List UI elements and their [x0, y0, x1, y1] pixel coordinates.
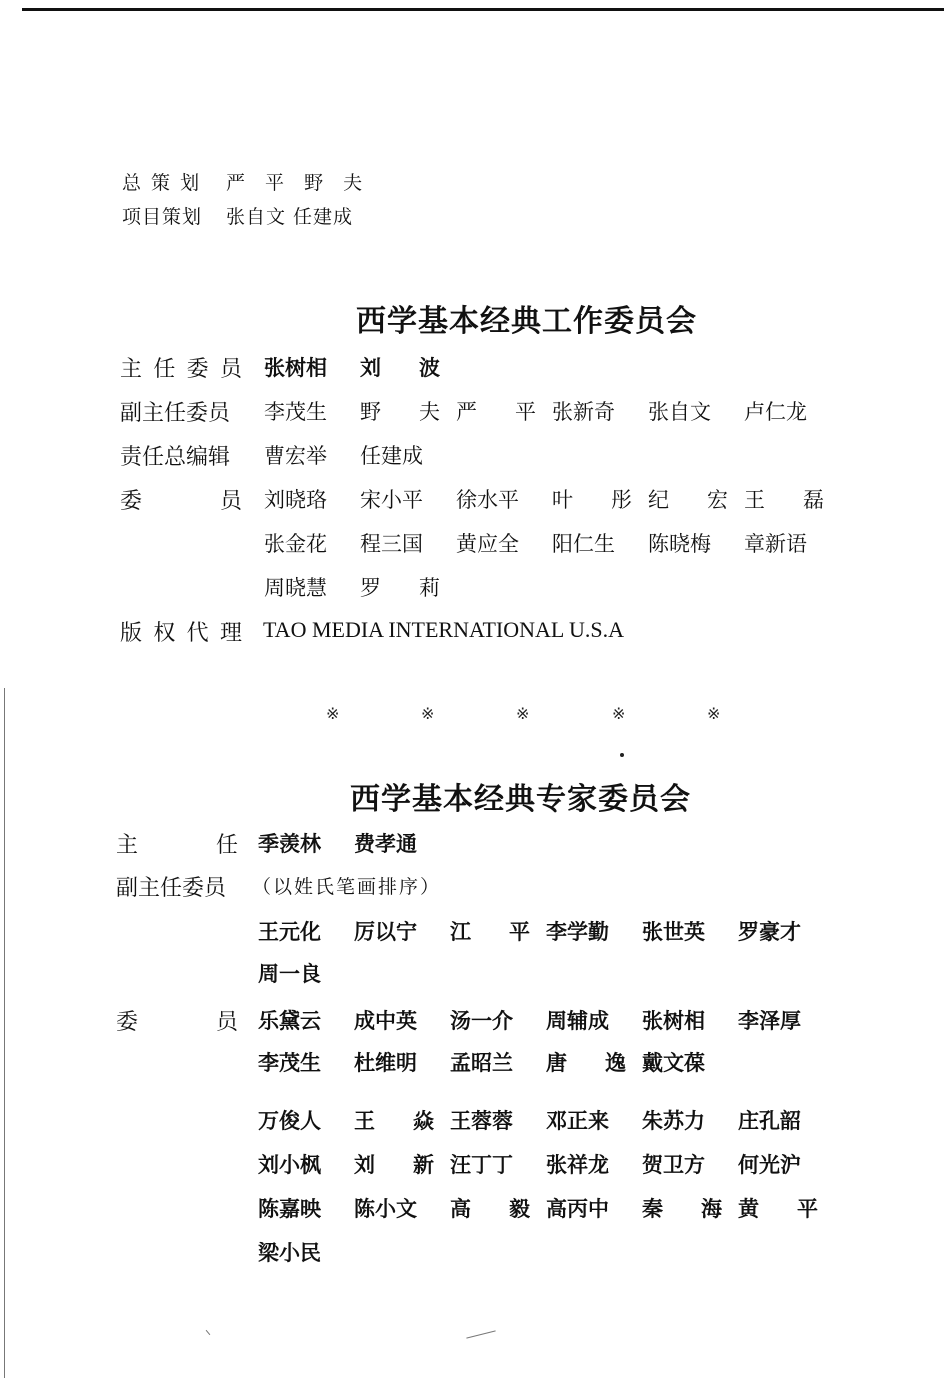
- expert-committee-title: 西学基本经典专家委员会: [350, 782, 691, 817]
- committee-member-name: 叶 彤: [552, 488, 632, 512]
- committee-member-name: 周晓慧: [264, 576, 327, 600]
- committee-member-name: 严 平: [456, 400, 536, 424]
- separator-star: ※: [421, 704, 435, 723]
- separator-star: ※: [612, 704, 626, 723]
- committee-member-name: 陈嘉映: [258, 1197, 321, 1221]
- committee-member-name: 刘 波: [360, 356, 440, 380]
- committee-member-name: 野 夫: [360, 400, 440, 424]
- committee-member-name: 周一良: [258, 962, 321, 986]
- committee-member-name: 李茂生: [258, 1051, 321, 1075]
- committee-member-name: 贺卫方: [642, 1153, 705, 1177]
- separator-star: ※: [516, 704, 530, 723]
- committee-member-name: 张祥龙: [546, 1153, 609, 1177]
- committee-member-name: 朱苏力: [642, 1109, 705, 1133]
- committee-member-name: 章新语: [744, 532, 807, 556]
- committee-member-name: 阳仁生: [552, 532, 615, 556]
- committee-member-name: 庄孔韶: [738, 1109, 801, 1133]
- scan-speck: [466, 1330, 495, 1338]
- committee-member-name: 罗豪才: [738, 920, 801, 944]
- deputy-label: 副主任委员: [120, 401, 231, 426]
- committee-member-name: 成中英: [354, 1009, 417, 1033]
- committee-member-name: 刘晓珞: [264, 488, 327, 512]
- committee-member-name: 程三国: [360, 532, 423, 556]
- committee-member-name: 宋小平: [360, 488, 423, 512]
- chief-editor-label: 责任总编辑: [120, 445, 231, 470]
- committee-member-name: 王 磊: [744, 488, 824, 512]
- project-planning-names: 张自文 任建成: [226, 206, 354, 228]
- committee-member-name: 张世英: [642, 920, 705, 944]
- left-edge-rule: [4, 688, 5, 1378]
- committee-member-name: 周辅成: [546, 1009, 609, 1033]
- committee-member-name: 张新奇: [552, 400, 615, 424]
- committee-member-name: 张金花: [264, 532, 327, 556]
- committee-member-name: 张树相: [264, 356, 327, 380]
- committee-member-name: 黄 平: [738, 1197, 818, 1221]
- committee-member-name: 陈小文: [354, 1197, 417, 1221]
- committee-member-name: 刘小枫: [258, 1153, 321, 1177]
- expert-deputy-label: 副主任委员: [116, 876, 227, 901]
- committee-member-name: 江 平: [450, 920, 530, 944]
- expert-director-label: 主 任: [116, 833, 238, 858]
- members-label: 委 员: [120, 489, 242, 514]
- committee-member-name: 汪丁丁: [450, 1153, 513, 1177]
- committee-member-name: 卢仁龙: [744, 400, 807, 424]
- committee-member-name: 戴文葆: [642, 1051, 705, 1075]
- separator-star: ※: [707, 704, 721, 723]
- committee-member-name: 王元化: [258, 920, 321, 944]
- committee-member-name: 梁小民: [258, 1241, 321, 1265]
- committee-member-name: 孟昭兰: [450, 1051, 513, 1075]
- committee-member-name: 汤一介: [450, 1009, 513, 1033]
- committee-member-name: 李泽厚: [738, 1009, 801, 1033]
- chief-planning-names: 严 平 野 夫: [226, 172, 365, 194]
- committee-member-name: 曹宏举: [264, 444, 327, 468]
- committee-member-name: 万俊人: [258, 1109, 321, 1133]
- committee-member-name: 李茂生: [264, 400, 327, 424]
- committee-member-name: 唐 逸: [546, 1051, 626, 1075]
- committee-member-name: 乐黛云: [258, 1009, 321, 1033]
- deputy-order-note: （以姓氏笔画排序）: [252, 876, 442, 898]
- committee-member-name: 徐水平: [456, 488, 519, 512]
- chief-planning-label: 总 策 划: [122, 172, 202, 194]
- copyright-agent-name: TAO MEDIA INTERNATIONAL U.S.A: [263, 617, 625, 642]
- work-committee-title: 西学基本经典工作委员会: [356, 304, 697, 339]
- committee-member-name: 厉以宁: [354, 920, 417, 944]
- committee-member-name: 高丙中: [546, 1197, 609, 1221]
- scan-dot: [620, 753, 624, 757]
- project-planning-label: 项目策划: [122, 206, 203, 228]
- expert-members-label: 委 员: [116, 1010, 238, 1035]
- committee-member-name: 任建成: [360, 444, 423, 468]
- committee-member-name: 王 焱: [354, 1109, 434, 1133]
- committee-member-name: 刘 新: [354, 1153, 434, 1177]
- committee-member-name: 陈晓梅: [648, 532, 711, 556]
- committee-member-name: 纪 宏: [648, 488, 728, 512]
- committee-member-name: 费孝通: [354, 832, 417, 856]
- committee-member-name: 罗 莉: [360, 576, 440, 600]
- committee-member-name: 秦 海: [642, 1197, 722, 1221]
- committee-member-name: 季羡林: [258, 832, 321, 856]
- committee-member-name: 张树相: [642, 1009, 705, 1033]
- director-label: 主 任 委 员: [120, 357, 242, 382]
- committee-member-name: 李学勤: [546, 920, 609, 944]
- separator-star: ※: [326, 704, 340, 723]
- committee-member-name: 邓正来: [546, 1109, 609, 1133]
- copyright-agent-label: 版 权 代 理: [120, 621, 242, 646]
- committee-member-name: 黄应全: [456, 532, 519, 556]
- scan-speck: [206, 1330, 211, 1335]
- committee-member-name: 杜维明: [354, 1051, 417, 1075]
- committee-member-name: 王蓉蓉: [450, 1109, 513, 1133]
- committee-member-name: 何光沪: [738, 1153, 801, 1177]
- committee-member-name: 张自文: [648, 400, 711, 424]
- top-rule: [22, 8, 944, 11]
- committee-member-name: 高 毅: [450, 1197, 530, 1221]
